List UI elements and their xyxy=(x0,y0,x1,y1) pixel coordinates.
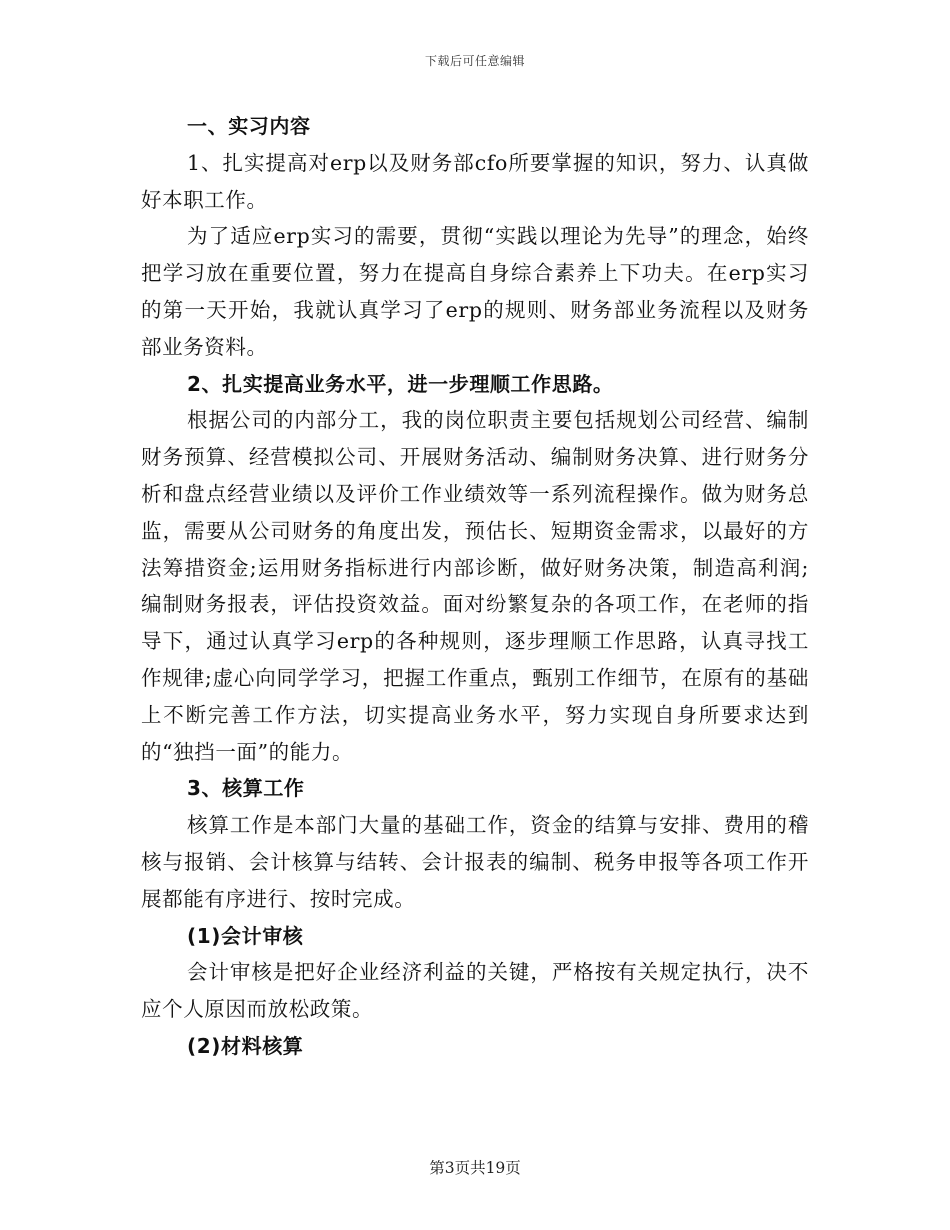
paragraph-erp-study: 为了适应erp实习的需要，贯彻“实践以理论为先导”的理念，始终把学习放在重要位置，努力在提高自身综合素养上下功夫。在erp实习的第一天开始，我就认真学习了erp的规则、财务部业务流程以及财务部业务资料。 xyxy=(141,224,809,359)
document-body xyxy=(141,108,809,1065)
section-heading-business-level: 2、扎实提高业务水平，进一步理顺工作思路。 xyxy=(187,371,614,396)
page-header: 下载后可任意编辑 xyxy=(424,54,525,68)
page-footer: 第3页共19页 xyxy=(429,1159,521,1177)
section-heading-accounting-work: 3、核算工作 xyxy=(187,776,305,801)
paragraph-erp-knowledge: 1、扎实提高对erp以及财务部cfo所要掌握的知识，努力、认真做好本职工作。 xyxy=(141,150,809,212)
paragraph-job-duties: 根据公司的内部分工，我的岗位职责主要包括规划公司经营、编制财务预算、经营模拟公司、开展财务活动、编制财务决算、进行财务分析和盘点经营业绩以及评价工作业绩效等一系列流程操作。做为财务总监，需要从公司财务的角度出发，预估长、短期资金需求，以最好的方法筹措资金;运用财务指标进行内部诊断，做好财务决策，制造高利润;编制财务报表，评估投资效益。面对纷繁复杂的各项工作，在老师的指导下，通过认真学习erp的各种规则，逐步理顺工作思路，认真寻找工作规律;虚心向同学学习，把握工作重点，甄别工作细节，在原有的基础上不断完善工作方法，切实提高业务水平，努力实现自身所要求达到的“独挡一面”的能力。 xyxy=(141,408,809,764)
section-heading-material-accounting: (2)材料核算 xyxy=(187,1033,304,1058)
section-heading-accounting-audit: (1)会计审核 xyxy=(187,923,304,948)
section-heading-internship-content: 一、实习内容 xyxy=(187,114,311,138)
paragraph-accounting-work: 核算工作是本部门大量的基础工作，资金的结算与安排、费用的稽核与报销、会计核算与结转、会计报表的编制、税务申报等各项工作开展都能有序进行、按时完成。 xyxy=(141,813,809,911)
paragraph-accounting-audit: 会计审核是把好企业经济利益的关键，严格按有关规定执行，决不应个人原因而放松政策。 xyxy=(141,960,809,1022)
